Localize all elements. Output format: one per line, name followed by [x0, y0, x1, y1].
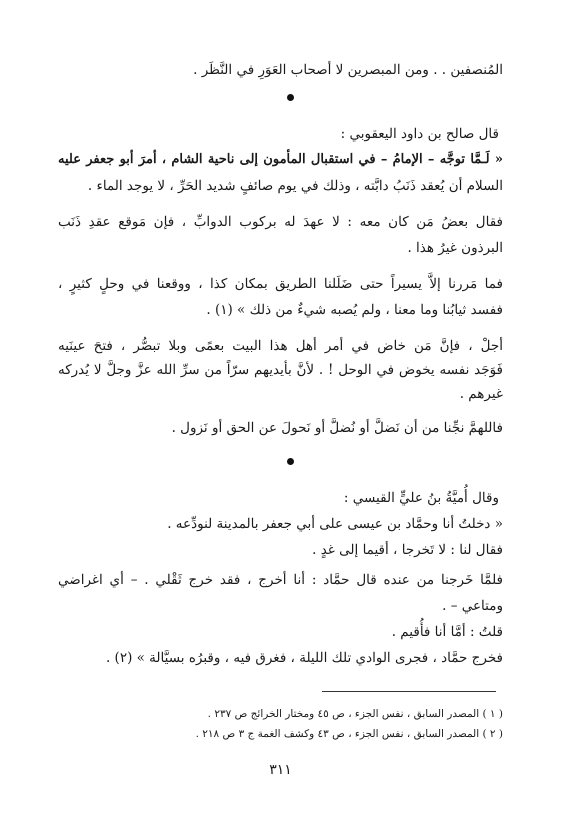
footnote: ( ٢ ) المصدر السابق ، نفس الجزء ، ص ٤٣ وكشف الغمة ج ٣ ص ٢١٨ .: [195, 728, 503, 740]
narration-intro: وقال أُميَّةُ بنُ عليٍّ القيسي :: [343, 490, 499, 506]
text-line: ومتاعي – .: [442, 598, 503, 614]
text-line: « لَـمَّا توجَّه – الإمامُ – في استقبال المأمون إلى ناحية الشام ، أمرَ أبو جعفر عليه: [58, 152, 503, 167]
section-separator-dot: [287, 458, 294, 465]
text-line: فقال لنا : لا تَخرجا ، أقيما إلى غدٍ .: [312, 542, 503, 558]
text-line: فقال بعضُ مَن كان معه : لا عهدَ له بركوب الدوابِّ ، فإن مَوقع عقدِ ذَنَب: [58, 214, 503, 230]
text-line: فلمَّا خَرجنا من عنده قال حمَّاد : أنا أخرج ، فقد خرج ثَقْلي . – أي اغراضي: [58, 572, 503, 588]
text-line: فخرج حمَّاد ، فجرى الوادي تلك الليلة ، فغرق فيه ، وقبرُه بسيَّالة » (٢) .: [105, 650, 503, 666]
section-separator-dot: [287, 94, 294, 101]
text-line: فاللهمَّ نجِّنا من أن نَضلَّ أو نُضلَّ أو نَحولَ عن الحق أو نَزول .: [171, 420, 503, 436]
text-line: السلام أن يُعقد ذَنَبُ دابَّته ، وذلك في يوم صائفٍ شديد الحَرِّ ، لا يوجد الماء .: [87, 178, 503, 194]
footnote-divider: [322, 691, 496, 692]
page-number: ٣١١: [269, 762, 292, 778]
text-line: غيرهم .: [459, 386, 503, 402]
text-line: « دخلتُ أنا وحمَّاد بن عيسى على أبي جعفر بالمدينة لنودِّعه .: [167, 516, 503, 532]
narration-intro: قال صالح بن داود اليعقوبي :: [340, 126, 499, 142]
text-line: المُنصفين . . ومن المبصرين لا أصحاب العَوَرِ في النَّظَر .: [193, 62, 503, 78]
text-line: فَوَجَد نفسه يخوض في الوحل ! . لأنَّ بأيديهم سرّاً من سرِّ الله عزَّ وجلَّ لا يُدركه: [58, 362, 503, 378]
text-line: البرذون غيرُ هذا .: [407, 240, 503, 256]
footnote: ( ١ ) المصدر السابق ، نفس الجزء ، ص ٤٥ ومختار الخرائج ص ٢٣٧ .: [207, 708, 503, 720]
text-line: قلتُ : أمَّا أنا فأُقيم .: [391, 624, 503, 640]
text-line: ففسد ثيابُنا وما معنا ، ولم يُصبه شيءٌ من ذلك » (١) .: [206, 302, 503, 318]
text-line: أجلْ ، فإنَّ مَن خاض في أمر أهل هذا البيت بعمًى وبلا تبصُّر ، فتحَ عينَيه: [58, 338, 503, 354]
text-line: فما مَررنا إلاَّ يسيراً حتى ضَلَلنا الطريق بمكان كذا ، ووقعنا في وحلٍ كثيرٍ ،: [58, 276, 503, 292]
